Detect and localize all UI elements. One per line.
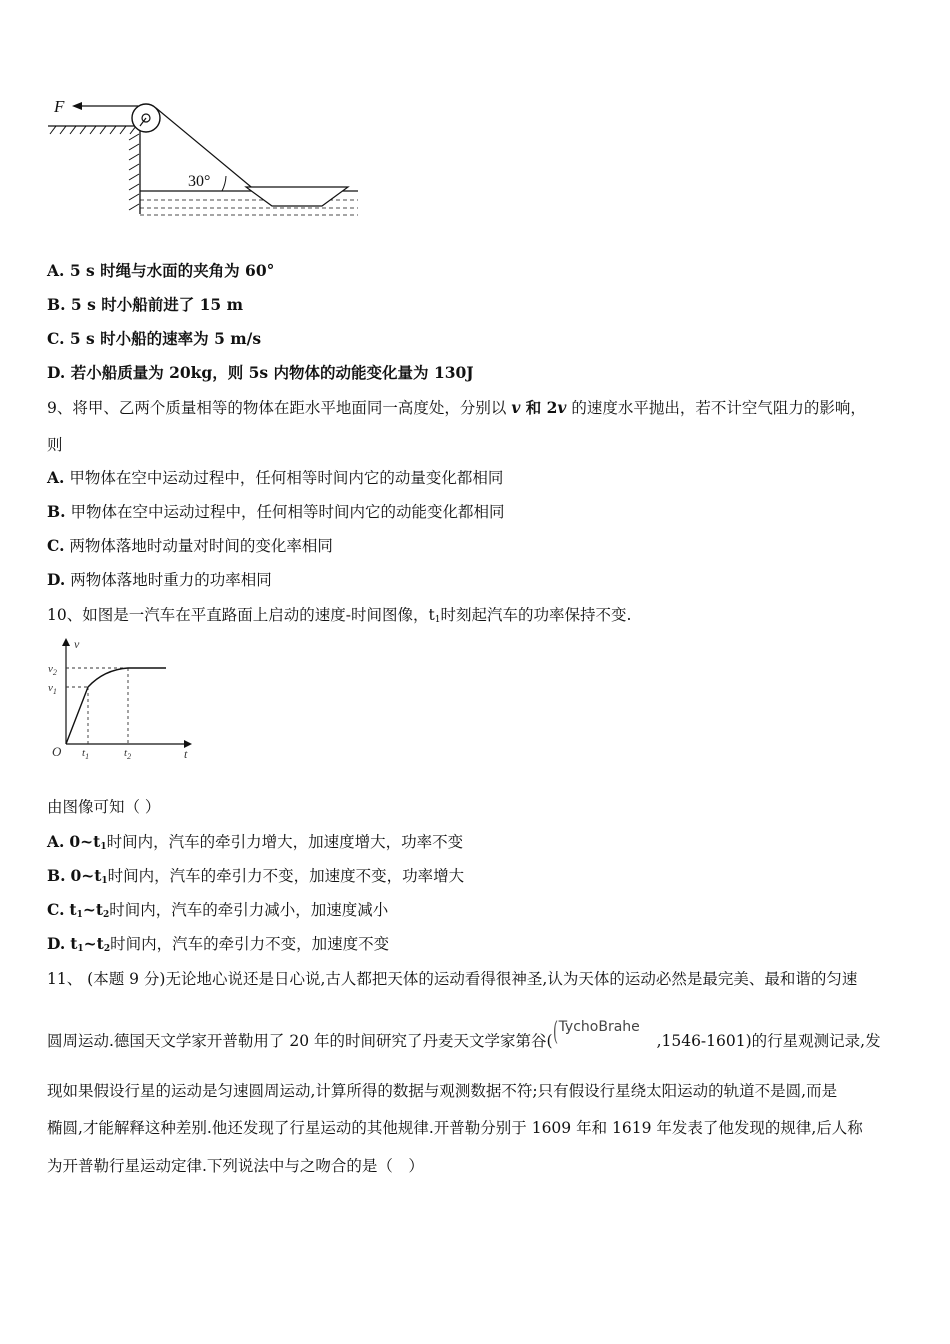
q11-line5: 为开普勒行星运动定律.下列说法中与之吻合的是（ ） [47,1157,424,1175]
q8-option-a: A. 5 s 时绳与水面的夹角为 60° [47,261,275,280]
pulley-boat-figure [40,92,370,224]
q9-option-a: A. 甲物体在空中运动过程中，任何相等时间内它的动量变化都相同 [47,468,504,487]
q11-line1: 11、 (本题 9 分)无论地心说还是日心说,古人都把天体的运动看得很神圣,认为天体的运动必然是最完美、最和谐的匀速 [47,970,858,988]
tycho-brahe-formula: ( TychoBrahe [552,1017,640,1047]
q10-stem: 10、如图是一汽车在平直路面上启动的速度-时间图像，$t_1$时刻起汽车的功率保持不变. [47,606,632,625]
q9-option-d: D. 两物体落地时重力的功率相同 [47,570,272,589]
v1-label: $v_1$ [48,682,57,696]
v2-label: $v_2$ [48,663,57,677]
q9-option-b: B. 甲物体在空中运动过程中，任何相等时间内它的动能变化都相同 [47,502,505,521]
q8-option-b: B. 5 s 时小船前进了 15 m [47,295,243,314]
t2-label: $t_2$ [124,747,132,760]
q8-option-d: D. 若小船质量为 20kg，则 5s 内物体的动能变化量为 130J [47,363,474,382]
axis-t-label: t [184,747,188,760]
t1-label: $t_1$ [82,747,90,760]
q9-stem: 9、将甲、乙两个质量相等的物体在距水平地面同一高度处，分别以 v 和 2v 的速度水平抛出，若不计空气阻力的影响， [47,398,866,417]
origin-label: O [52,744,62,759]
q8-option-c: C. 5 s 时小船的速率为 5 m/s [47,329,262,348]
q10-option-a: A. $0\sim t_1$时间内，汽车的牵引力增大，加速度增大，功率不变 [47,832,464,852]
q10-prompt: 由图像可知（ ） [47,798,161,816]
q11-line4: 椭圆,才能解释这种差别.他还发现了行星运动的其他规律.开普勒分别于 1609 年和 1619 年发表了他发现的规律,后人称 [47,1119,863,1137]
angle-label: 30° [188,173,211,190]
q10-option-c: C. $t_1\sim t_2$时间内，汽车的牵引力减小，加速度减小 [47,900,389,920]
q11-line2: 圆周运动.德国天文学家开普勒用了 20 年的时间研究了丹麦天文学家第谷( ( TychoBrahe ,1546-1601)的行星观测记录,发 [47,1017,881,1050]
q11-line3: 现如果假设行星的运动是匀速圆周运动,计算所得的数据与观测数据不符;只有假设行星绕太阳运动的轨道不是圆,而是 [47,1082,838,1100]
q10-option-b: B. $0\sim t_1$时间内，汽车的牵引力不变，加速度不变，功率增大 [47,866,465,886]
q9-option-c: C. 两物体落地时动量对时间的变化率相同 [47,536,333,555]
q9-stem-line2: 则 [47,436,63,454]
q10-option-d: D. $t_1\sim t_2$时间内，汽车的牵引力不变，加速度不变 [47,934,390,954]
axis-v-label: v [74,637,80,651]
velocity-time-graph [44,634,204,760]
force-label: F [54,97,65,116]
